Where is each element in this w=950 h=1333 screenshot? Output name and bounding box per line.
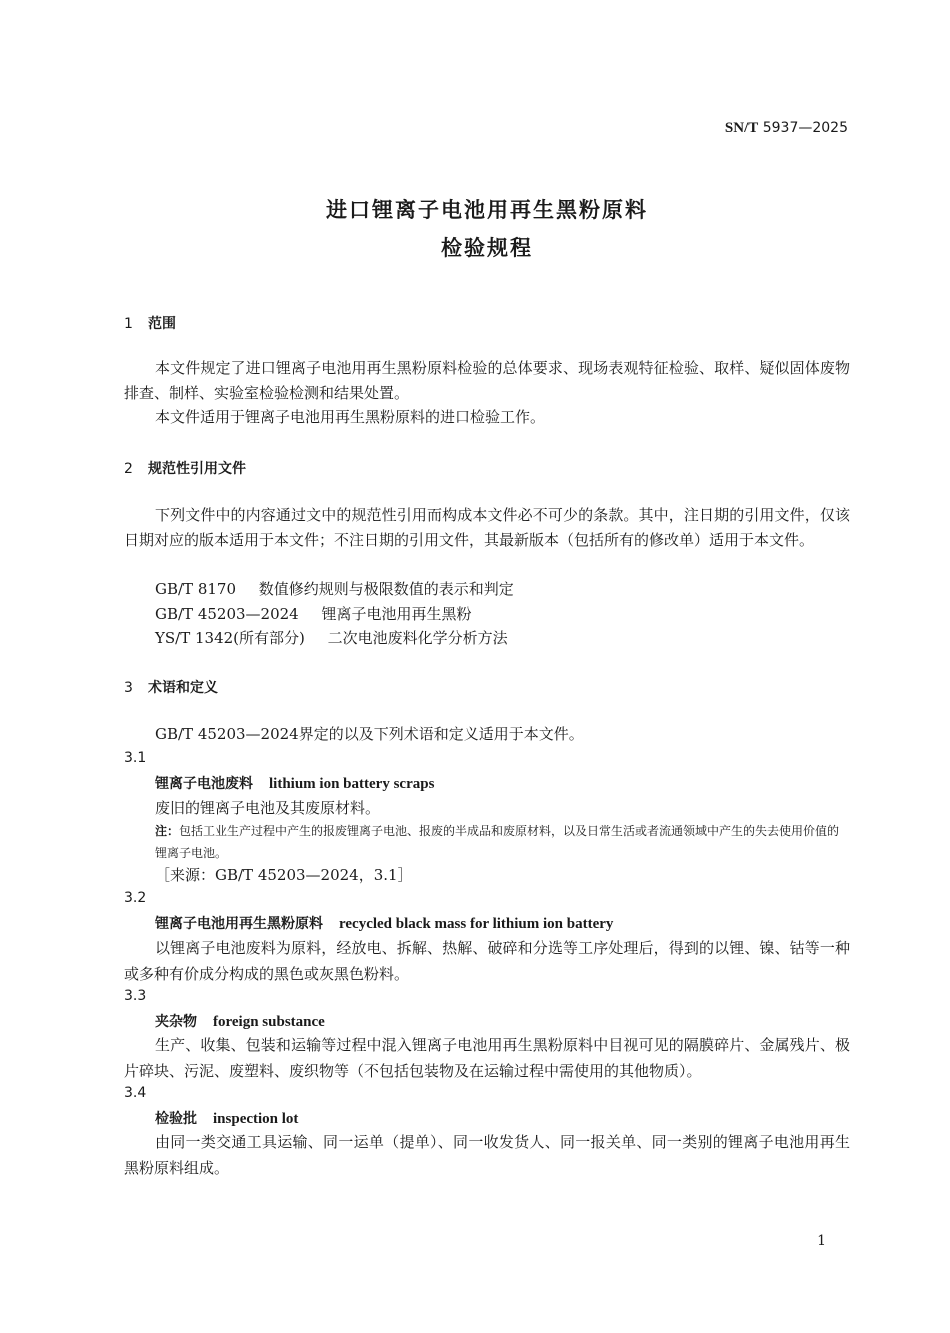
standard-code: 5937—2025 <box>762 120 848 136</box>
term-heading <box>155 1108 298 1128</box>
clause-number: 3.4 <box>124 1085 147 1101</box>
clause-number: 3.3 <box>124 988 147 1004</box>
clause-number: 3.2 <box>124 890 147 906</box>
term-zh: 检验批 <box>155 1111 197 1127</box>
reference-code: GB/T 8170 <box>155 580 237 598</box>
section-1-paragraph-2: 本文件适用于锂离子电池用再生黑粉原料的进口检验工作。 <box>155 408 546 426</box>
term-zh: 锂离子电池废料 <box>155 776 253 792</box>
term-heading <box>155 1011 325 1031</box>
section-title: 术语和定义 <box>148 680 218 696</box>
reference-name: 数值修约规则与极限数值的表示和判定 <box>258 580 514 598</box>
term-zh: 夹杂物 <box>155 1014 197 1030</box>
normative-reference <box>155 578 514 599</box>
clause-number: 3.1 <box>124 750 147 766</box>
term-en: inspection lot <box>213 1111 299 1127</box>
term-definition: 以锂离子电池废料为原料，经放电、拆解、热解、破碎和分选等工序处理后，得到的以锂、镍、钴等一种或多种有价成分构成的黑色或灰黑色粉料。 <box>124 939 850 983</box>
section-1-heading <box>124 313 176 333</box>
reference-name: 锂离子电池用再生黑粉 <box>321 605 472 623</box>
term-definition: 废旧的锂离子电池及其废原材料。 <box>155 799 381 817</box>
normative-reference <box>155 627 508 648</box>
section-title: 范围 <box>148 316 176 332</box>
term-heading <box>155 913 613 933</box>
reference-code: YS/T 1342(所有部分) <box>155 629 305 647</box>
document-title-line1: 进口锂离子电池用再生黑粉原料 <box>326 198 648 222</box>
note-label: 注： <box>155 824 180 838</box>
term-zh: 锂离子电池用再生黑粉原料 <box>155 916 323 932</box>
term-note <box>155 820 850 864</box>
section-2-heading <box>124 458 246 478</box>
reference-name: 二次电池废料化学分析方法 <box>327 629 508 647</box>
term-definition: 生产、收集、包装和运输等过程中混入锂离子电池用再生黑粉原料中目视可见的隔膜碎片、金属残片、极片碎块、污泥、废塑料、废织物等（不包括包装物及在运输过程中需使用的其他物质）。 <box>124 1036 850 1080</box>
term-source: ［来源：GB/T 45203—2024，3.1］ <box>155 866 413 884</box>
page-number: 1 <box>817 1233 826 1249</box>
normative-reference <box>155 603 472 624</box>
term-en: foreign substance <box>213 1014 325 1030</box>
term-en: lithium ion battery scraps <box>269 776 435 792</box>
document-title-line2: 检验规程 <box>441 236 533 260</box>
section-2-paragraph-1: 下列文件中的内容通过文中的规范性引用而构成本文件必不可少的条款。其中，注日期的引用文件，仅该日期对应的版本适用于本文件；不注日期的引用文件，其最新版本（包括所有的修改单）适用于本文件。 <box>124 506 850 549</box>
standard-number <box>725 120 848 137</box>
section-3-heading <box>124 677 218 697</box>
section-1-paragraph-1: 本文件规定了进口锂离子电池用再生黑粉原料检验的总体要求、现场表观特征检验、取样、疑似固体废物排查、制样、实验室检验检测和结果处置。 <box>124 359 850 402</box>
section-number: 3 <box>124 680 133 696</box>
reference-code: GB/T 45203—2024 <box>155 605 299 623</box>
section-number: 2 <box>124 461 133 477</box>
term-definition: 由同一类交通工具运输、同一运单（提单）、同一收发货人、同一报关单、同一类别的锂离子电池用再生黑粉原料组成。 <box>124 1133 850 1177</box>
section-number: 1 <box>124 316 133 332</box>
term-heading <box>155 773 434 793</box>
note-text: 包括工业生产过程中产生的报废锂离子电池、报废的半成品和废原材料，以及日常生活或者流通领域中产生的失去使用价值的锂离子电池。 <box>155 824 840 860</box>
standard-prefix: SN/T <box>724 120 759 136</box>
section-3-intro: GB/T 45203—2024界定的以及下列术语和定义适用于本文件。 <box>155 725 584 743</box>
section-title: 规范性引用文件 <box>148 461 246 477</box>
term-en: recycled black mass for lithium ion battery <box>339 916 614 932</box>
